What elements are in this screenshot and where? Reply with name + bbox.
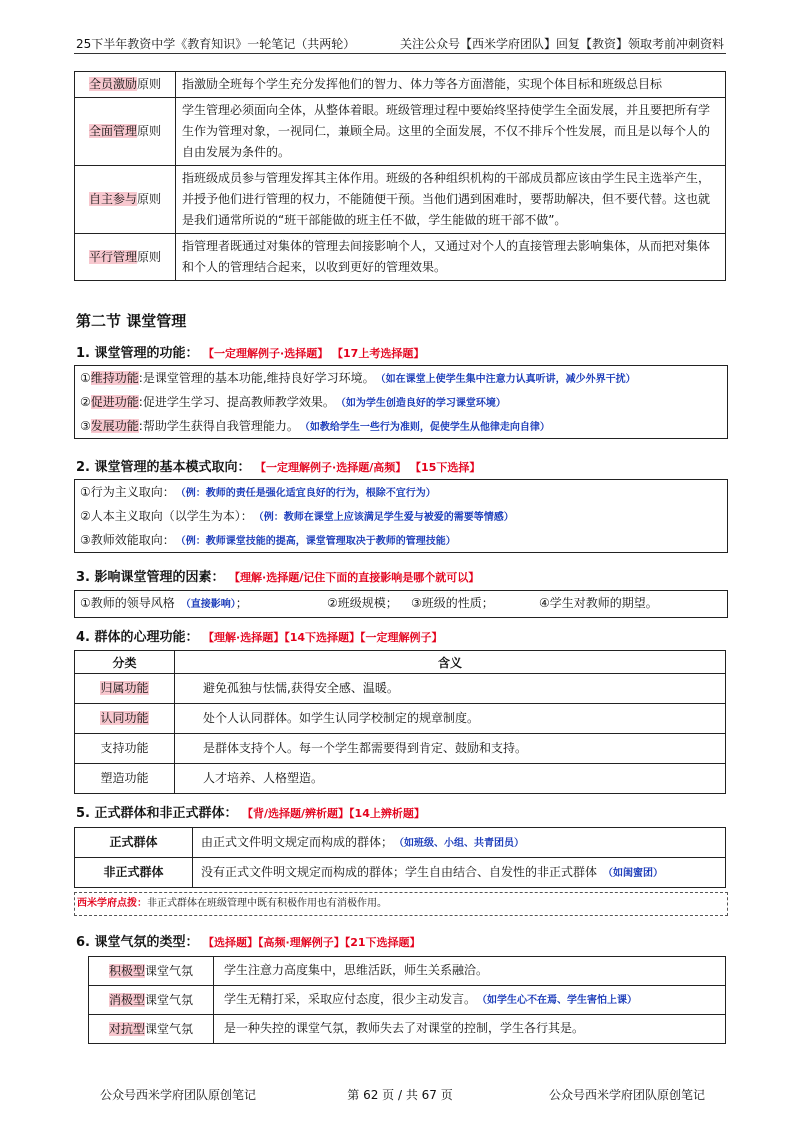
header-left: 25下半年教资中学《教育知识》一轮笔记（共两轮） [76,37,356,51]
table-header [75,651,726,674]
table-row: 认同功能 处个人认同群体。如学生认同学校制定的规章制度。 [75,704,726,734]
principles-table [74,71,726,281]
q3-tags: 【理解·选择题/记住下面的直接影响是哪个就可以】 [234,571,480,584]
header-divider [74,53,726,54]
list-item: ③教师效能取向： （例：教师课堂技能的提高，课堂管理取决于教师的管理技能） [80,533,456,547]
table-row: 塑造功能 人才培养、人格塑造。 [75,764,726,794]
group-function-table [74,650,726,794]
q1-tags: 【一定理解例子·选择题】 【17上考选择题】 [208,347,425,360]
q5-tags: 【背/选择题/辨析题】【14上辨析题】 [247,807,425,820]
section-title: 第二节 课堂管理 [76,312,187,330]
principle-desc: 指班级成员参与管理发挥其主体作用。班级的各种组织机构的干部成员都应该由学生民主选举产生，并授予他们进行管理的权力，不能随便干预。当他们遇到困难时，要帮助解决，但不要代替。这也就是我们通常所说的“班干部能做的班主任不做，学生能做的班干部不做”。 [176,166,726,234]
q2-tags: 【一定理解例子·选择题/高频】 【15下选择】 [260,461,481,474]
table-row: 消极型课堂气氛 学生无精打采，采取应付态度，很少主动发言。 （如学生心不在焉、学生害怕上课） [89,986,726,1015]
col-category: 分类 [75,651,175,674]
tip-text: 非正式群体在班级管理中既有积极作用也有消极作用。 [147,898,387,909]
list-item: ③发展功能:帮助学生获得自我管理能力。 （如教给学生一些行为准则，促使学生从他律走向自律） [80,419,550,433]
table-row: 归属功能 避免孤独与怯懦,获得安全感、温暖。 [75,674,726,704]
col-meaning: 含义 [175,651,726,674]
header-right: 关注公众号【西米学府团队】回复【教资】领取考前冲刺资料 [399,37,724,51]
table-row: 支持功能 是群体支持个人。每一个学生都需要得到肯定、鼓励和支持。 [75,734,726,764]
list-item: ②促进功能:促进学生学习、提高教师教学效果。 （如为学生创造良好的学习课堂环境） [80,395,506,409]
principle-desc: 指激励全班每个学生充分发挥他们的智力、体力等各方面潜能，实现个体目标和班级总目标 [176,72,726,98]
principle-desc: 学生管理必须面向全体，从整体着眼。班级管理过程中要始终坚持使学生全面发展，并且要把所有学生作为管理对象，一视同仁，兼顾全局。这里的全面发展，不仅不排斥个性发展，而且是以每个人的自由发展为条件的。 [176,98,726,166]
principle-desc: 指管理者既通过对集体的管理去间接影响个人，又通过对个人的直接管理去影响集体，从而把对集体和个人的管理结合起来，以收到更好的管理效果。 [176,234,726,281]
footer-left: 公众号西米学府团队原创笔记 [100,1088,257,1102]
list-item: ①维持功能:是课堂管理的基本功能,维持良好学习环境。 （如在课堂上使学生集中注意力认真听讲，减少外界干扰） [80,371,636,385]
q3-box [74,590,728,618]
table-row: 全员激励原则 指激励全班每个学生充分发挥他们的智力、体力等各方面潜能，实现个体目标和班级总目标 [75,72,726,98]
q6-tags: 【选择题】【高频·理解例子】【21下选择题】 [208,936,421,949]
formal-group-table [74,827,726,888]
table-row: 正式群体 由正式文件明文规定而构成的群体； （如班级、小组、共青团员） [75,828,726,858]
principle-name-mark: 平行管理 [88,249,137,264]
footer-right: 公众号西米学府团队原创笔记 [548,1088,705,1102]
tip-label: 西米学府点拨： [77,898,147,909]
table-row: 非正式群体 没有正式文件明文规定而构成的群体；学生自由结合、自发性的非正式群体 （如闺蜜团） [75,858,726,888]
table-row: 全面管理原则 学生管理必须面向全体，从整体着眼。班级管理过程中要始终坚持使学生全面发展，并且要把所有学生作为管理对象，一视同仁，兼顾全局。这里的全面发展，不仅不排斥个性发展，而且是以每个人的自由发展为条件的。 [75,98,726,166]
q1-box [74,365,728,439]
factor-row: ①教师的领导风格 （直接影响）； ②班级规模； ③班级的性质； ④学生对教师的期望。 [75,591,727,615]
list-item: ①行为主义取向： （例：教师的责任是强化适宜良好的行为，根除不宜行为） [80,485,436,499]
factor-2: ②班级规模； [327,596,398,610]
q2-box [74,479,728,553]
q4-heading: 4. 群体的心理功能： 【理解·选择题】【14下选择题】【一定理解例子】 [76,630,443,645]
factor-4: ④学生对教师的期望。 [539,596,658,610]
classroom-climate-table [88,956,726,1044]
principle-name-mark: 全面管理 [88,124,137,138]
q3-heading: 3. 影响课堂管理的因素： 【理解·选择题/记住下面的直接影响是哪个就可以】 [76,570,480,585]
principle-name-mark: 全员激励 [88,77,137,91]
q6-heading: 6. 课堂气氛的类型： 【选择题】【高频·理解例子】【21下选择题】 [76,935,421,950]
table-row: 积极型课堂气氛 学生注意力高度集中，思维活跃，师生关系融洽。 [89,957,726,986]
factor-1: ①教师的领导风格 [80,596,175,610]
q4-tags: 【理解·选择题】【14下选择题】【一定理解例子】 [208,631,443,644]
principle-name-mark: 自主参与 [88,192,137,206]
table-row: 自主参与原则 指班级成员参与管理发挥其主体作用。班级的各种组织机构的干部成员都应该由学生民主选举产生，并授予他们进行管理的权力，不能随便干预。当他们遇到困难时，要帮助解决，但不要代替。这也就是我们通常所说的“班干部能做的班主任不做，学生能做的班干部不做”。 [75,166,726,234]
tip-box [74,892,728,916]
page-number: 第 62 页 / 共 67 页 [347,1088,453,1102]
table-row: 平行管理原则 指管理者既通过对集体的管理去间接影响个人，又通过对个人的直接管理去影响集体，从而把对集体和个人的管理结合起来，以收到更好的管理效果。 [75,234,726,281]
list-item: ②人本主义取向（以学生为本）： （例：教师在课堂上应该满足学生爱与被爱的需要等情感） [80,509,514,523]
factor-3: ③班级的性质； [411,596,494,610]
table-row: 对抗型课堂气氛 是一种失控的课堂气氛，教师失去了对课堂的控制，学生各行其是。 [89,1015,726,1044]
q5-heading: 5. 正式群体和非正式群体： 【背/选择题/辨析题】【14上辨析题】 [76,806,425,821]
q1-heading: 1. 课堂管理的功能： 【一定理解例子·选择题】 【17上考选择题】 [76,346,425,361]
q2-heading: 2. 课堂管理的基本模式取向： 【一定理解例子·选择题/高频】 【15下选择】 [76,460,481,475]
